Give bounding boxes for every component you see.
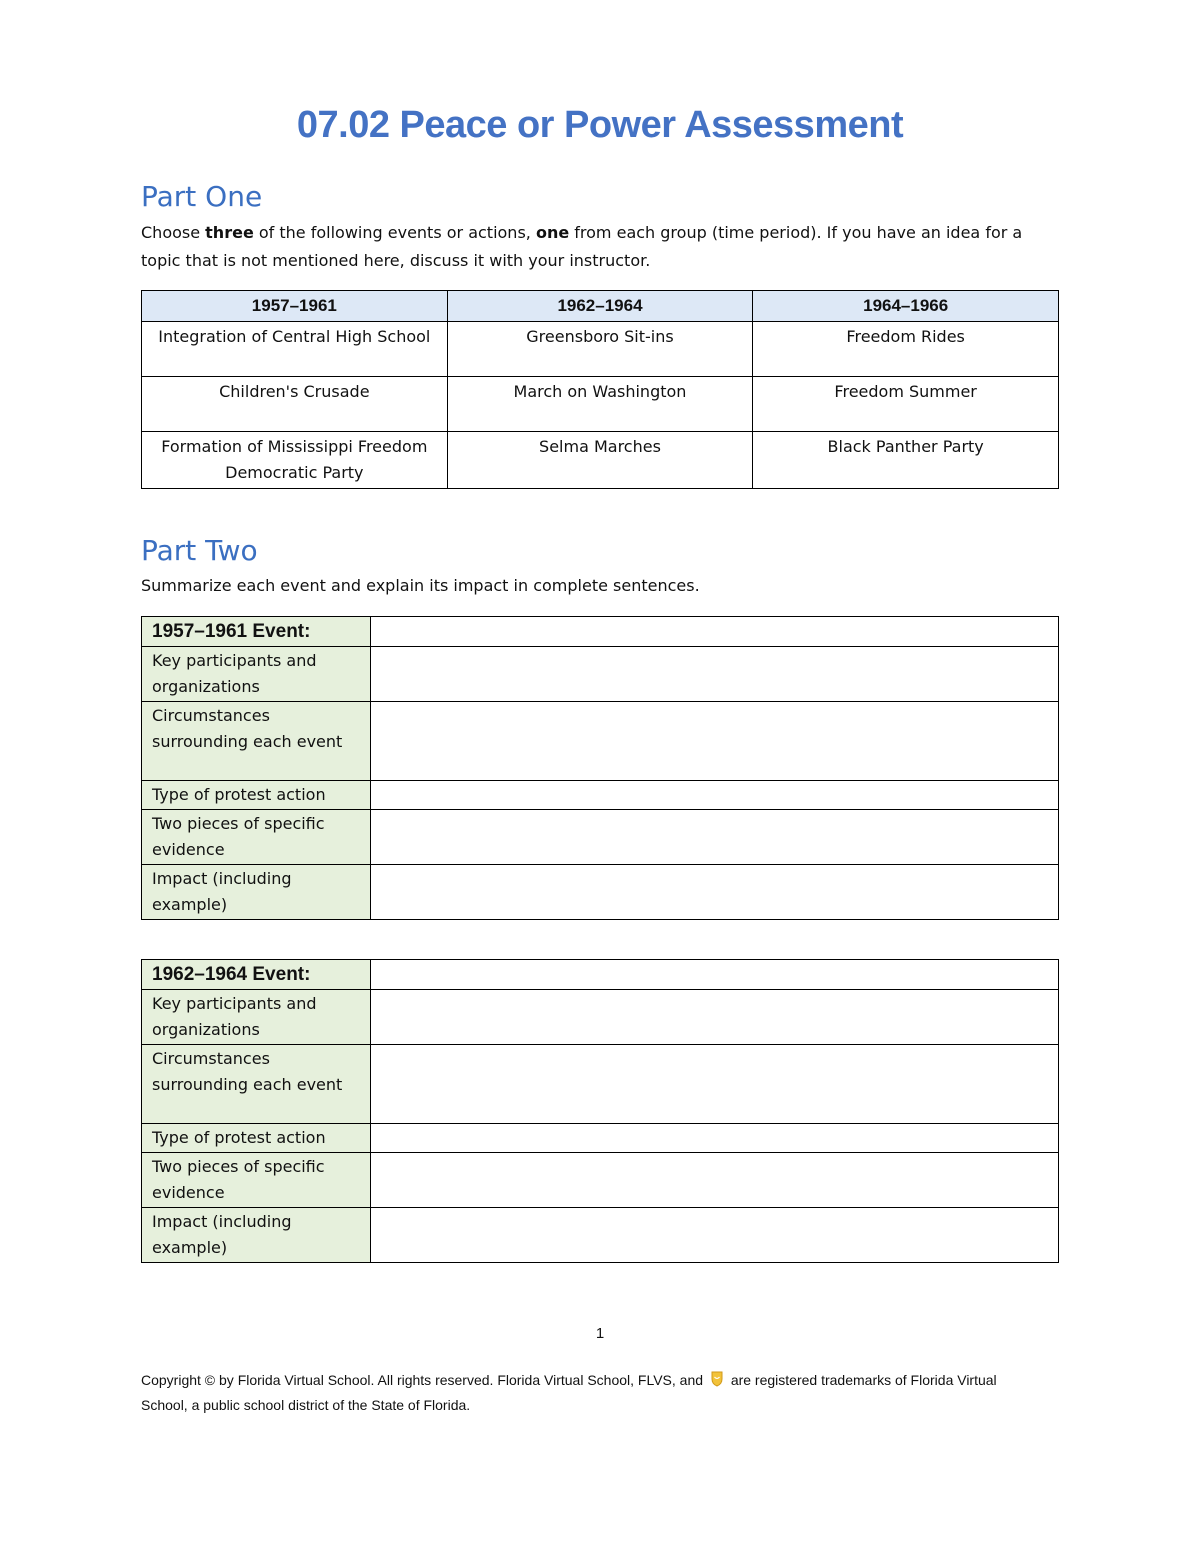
table-cell: Freedom Summer [753, 377, 1059, 432]
row-label: Circumstances surrounding each event [142, 1045, 371, 1124]
row-label: Type of protest action [142, 781, 371, 810]
table-cell: Integration of Central High School [142, 322, 448, 377]
row-label: Impact (including example) [142, 865, 371, 920]
table-row [142, 647, 1059, 702]
table-row [142, 377, 1059, 432]
table-cell: Children's Crusade [142, 377, 448, 432]
table-row [142, 990, 1059, 1045]
answer-field[interactable] [371, 781, 1059, 810]
page-title: 07.02 Peace or Power Assessment [296, 104, 904, 146]
event-name-field[interactable] [371, 617, 1059, 647]
page-number: 1 [595, 1325, 605, 1342]
table-cell: Formation of Mississippi Freedom Democratic Party [142, 432, 448, 489]
answer-field[interactable] [371, 990, 1059, 1045]
row-label: Key participants and organizations [142, 647, 371, 702]
answer-field[interactable] [371, 865, 1059, 920]
answer-field[interactable] [371, 1124, 1059, 1153]
table-row [142, 1124, 1059, 1153]
answer-field[interactable] [371, 810, 1059, 865]
event-name-field[interactable] [371, 960, 1059, 990]
part-two-instructions: Summarize each event and explain its impact in complete sentences. [141, 576, 700, 595]
flvs-logo-icon [710, 1370, 724, 1386]
table-row [142, 432, 1059, 489]
row-label: Impact (including example) [142, 1208, 371, 1263]
table-cell: Greensboro Sit-ins [447, 322, 753, 377]
answer-field[interactable] [371, 702, 1059, 781]
table-cell: March on Washington [447, 377, 753, 432]
table-row [142, 702, 1059, 781]
event-table-1962-1964 [141, 959, 1059, 1263]
table-row [142, 322, 1059, 377]
column-header: 1964–1966 [753, 291, 1059, 322]
event-header-label: 1962–1964 Event: [142, 960, 371, 990]
copyright-text-continued: are registered trademarks of Florida Virtual School, a public school district of the State of Florida. [141, 1372, 997, 1413]
table-row [142, 1045, 1059, 1124]
row-label: Two pieces of specific evidence [142, 1153, 371, 1208]
answer-field[interactable] [371, 1045, 1059, 1124]
table-cell: Selma Marches [447, 432, 753, 489]
table-row [142, 781, 1059, 810]
event-table-1957-1961 [141, 616, 1059, 920]
row-label: Type of protest action [142, 1124, 371, 1153]
column-header: 1962–1964 [447, 291, 753, 322]
choices-header-row [142, 291, 1059, 322]
answer-field[interactable] [371, 1153, 1059, 1208]
part-one-instructions: Choose three of the following events or actions, one from each group (time period). If you have an idea for a topic that is not mentioned here, discuss it with your instructor. [141, 223, 1023, 270]
event-header-label: 1957–1961 Event: [142, 617, 371, 647]
table-row [142, 1153, 1059, 1208]
column-header: 1957–1961 [142, 291, 448, 322]
table-cell: Freedom Rides [753, 322, 1059, 377]
table-cell: Black Panther Party [753, 432, 1059, 489]
table-row [142, 865, 1059, 920]
table-row [142, 810, 1059, 865]
event-header-row [142, 617, 1059, 647]
copyright-footer [141, 1368, 1041, 1418]
part-one-heading: Part One [141, 180, 263, 213]
event-choices-table [141, 290, 1059, 489]
copyright-text: Copyright © by Florida Virtual School. All rights reserved. Florida Virtual School, FLVS, and [141, 1372, 704, 1388]
answer-field[interactable] [371, 647, 1059, 702]
row-label: Circumstances surrounding each event [142, 702, 371, 781]
event-header-row [142, 960, 1059, 990]
row-label: Two pieces of specific evidence [142, 810, 371, 865]
answer-field[interactable] [371, 1208, 1059, 1263]
part-two-heading: Part Two [141, 534, 258, 567]
row-label: Key participants and organizations [142, 990, 371, 1045]
table-row [142, 1208, 1059, 1263]
